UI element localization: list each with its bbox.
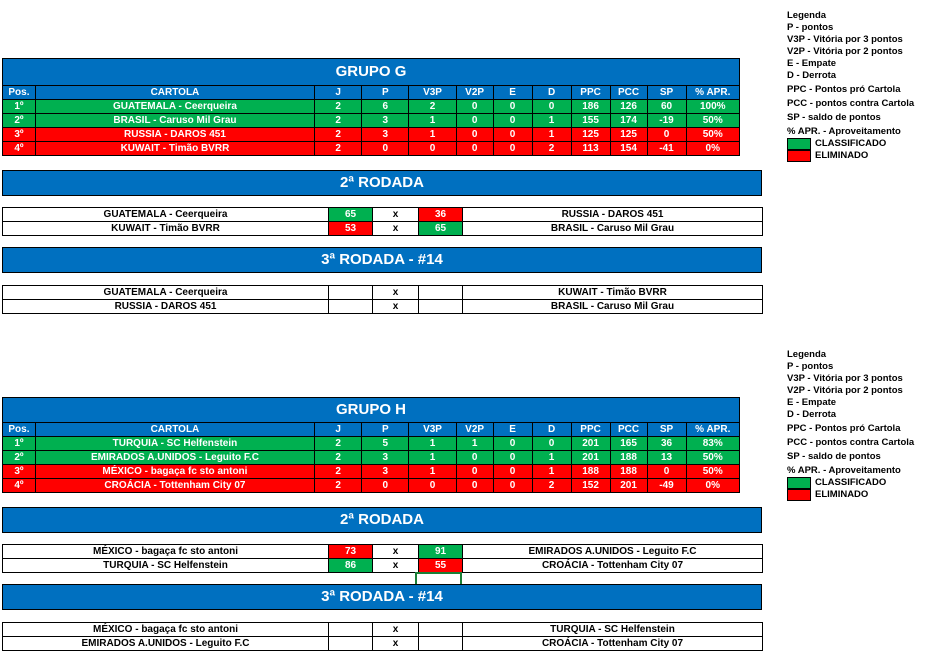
away-score[interactable]: 65 [419, 222, 463, 236]
match-row [3, 300, 763, 314]
legend-item: % APR. - Aproveitamento [787, 465, 901, 476]
away-team[interactable]: TURQUIA - SC Helfenstein [463, 623, 763, 637]
table-cell[interactable]: 2º [3, 114, 36, 128]
table-cell[interactable]: 2 [315, 451, 362, 465]
table-row [3, 437, 740, 451]
round-title: 3ª RODADA - #14 [321, 251, 443, 268]
table-row [3, 128, 740, 142]
column-header[interactable]: Pos. [3, 423, 36, 437]
away-team[interactable]: BRASIL - Caruso Mil Grau [463, 222, 763, 236]
table-cell[interactable]: -49 [647, 479, 686, 493]
table-cell[interactable]: TURQUIA - SC Helfenstein [35, 437, 314, 451]
match-row [3, 545, 763, 559]
away-team[interactable]: CROÁCIA - Tottenham City 07 [463, 559, 763, 573]
home-team[interactable]: GUATEMALA - Ceerqueira [3, 286, 329, 300]
table-cell[interactable]: BRASIL - Caruso Mil Grau [35, 114, 314, 128]
home-score[interactable] [329, 286, 373, 300]
legend-classified-label: CLASSIFICADO [815, 477, 887, 488]
table-cell[interactable]: 201 [571, 451, 610, 465]
table-cell[interactable]: 201 [610, 479, 647, 493]
table-cell[interactable]: 152 [571, 479, 610, 493]
match-row [3, 208, 763, 222]
home-score[interactable] [329, 623, 373, 637]
legend-item: PCC - pontos contra Cartola [787, 437, 915, 448]
table-row [3, 465, 740, 479]
table-cell[interactable]: 0 [456, 479, 493, 493]
round-title: 2ª RODADA [340, 511, 424, 528]
table-cell[interactable]: 3 [362, 114, 409, 128]
table-row [3, 451, 740, 465]
away-score[interactable] [419, 286, 463, 300]
column-header[interactable]: V2P [456, 423, 493, 437]
table-cell[interactable]: 6 [362, 100, 409, 114]
column-header[interactable]: PCC [610, 423, 647, 437]
table-cell[interactable]: 188 [610, 451, 647, 465]
home-score[interactable] [329, 637, 373, 651]
table-cell[interactable]: 13 [647, 451, 686, 465]
legend-item: SP - saldo de pontos [787, 451, 881, 462]
table-cell[interactable]: 2 [532, 142, 571, 156]
away-score[interactable] [419, 300, 463, 314]
column-header[interactable]: P [362, 423, 409, 437]
column-header[interactable]: D [532, 423, 571, 437]
table-cell[interactable]: 1 [532, 128, 571, 142]
table-cell[interactable]: 0% [686, 142, 739, 156]
table-cell[interactable]: 1 [532, 451, 571, 465]
table-cell[interactable]: 174 [610, 114, 647, 128]
column-header[interactable]: J [315, 423, 362, 437]
table-row [3, 100, 740, 114]
table-cell[interactable]: 1º [3, 437, 36, 451]
match-row [3, 286, 763, 300]
match-row [3, 623, 763, 637]
table-cell[interactable]: 165 [610, 437, 647, 451]
table-cell[interactable]: 1 [456, 437, 493, 451]
table-cell[interactable]: 0 [493, 437, 532, 451]
group-title: GRUPO H [335, 401, 406, 418]
legend-item: E - Empate [787, 58, 837, 69]
versus-separator[interactable]: x [373, 300, 419, 314]
away-team[interactable]: BRASIL - Caruso Mil Grau [463, 300, 763, 314]
table-cell[interactable]: 0 [456, 451, 493, 465]
column-header[interactable]: J [315, 86, 362, 100]
column-header[interactable]: V3P [409, 86, 456, 100]
table-cell[interactable]: 3º [3, 128, 36, 142]
legend-item: PCC - pontos contra Cartola [787, 98, 915, 109]
table-cell[interactable]: 3 [362, 465, 409, 479]
table-cell[interactable]: 1º [3, 100, 36, 114]
round-title-bar [2, 247, 762, 273]
column-header[interactable]: PPC [571, 423, 610, 437]
eliminated-swatch [787, 150, 811, 162]
classified-swatch [787, 138, 811, 150]
away-score[interactable]: 91 [419, 545, 463, 559]
table-row [3, 479, 740, 493]
away-team[interactable]: KUWAIT - Timão BVRR [463, 286, 763, 300]
table-cell[interactable]: 3º [3, 465, 36, 479]
column-header[interactable]: CARTOLA [35, 86, 314, 100]
round-title-bar [2, 584, 762, 610]
table-cell[interactable]: 125 [571, 128, 610, 142]
away-score[interactable] [419, 623, 463, 637]
away-score[interactable]: 55 [419, 559, 463, 573]
table-cell[interactable]: -19 [647, 114, 686, 128]
match-table [2, 622, 763, 651]
match-table [2, 285, 763, 314]
legend-title: Legenda [787, 349, 827, 360]
table-cell[interactable]: 4º [3, 142, 36, 156]
table-cell[interactable]: 188 [610, 465, 647, 479]
legend-item: V3P - Vitória por 3 pontos [787, 373, 903, 384]
standings-header-row [3, 423, 740, 437]
round-title-bar [2, 507, 762, 533]
column-header[interactable]: PCC [610, 86, 647, 100]
table-cell[interactable]: 0 [456, 100, 493, 114]
table-cell[interactable]: 0 [456, 114, 493, 128]
table-cell[interactable]: 50% [686, 114, 739, 128]
table-cell[interactable]: RUSSIA - DAROS 451 [35, 128, 314, 142]
table-cell[interactable]: EMIRADOS A.UNIDOS - Leguito F.C [35, 451, 314, 465]
table-cell[interactable]: 36 [647, 437, 686, 451]
home-score[interactable]: 86 [329, 559, 373, 573]
table-cell[interactable]: 155 [571, 114, 610, 128]
round-title: 3ª RODADA - #14 [321, 588, 443, 605]
table-cell[interactable]: 0 [456, 142, 493, 156]
table-cell[interactable]: 0 [493, 465, 532, 479]
table-cell[interactable]: 125 [610, 128, 647, 142]
table-cell[interactable]: 2 [315, 100, 362, 114]
table-cell[interactable]: MÉXICO - bagaça fc sto antoni [35, 465, 314, 479]
home-team[interactable]: GUATEMALA - Ceerqueira [3, 208, 329, 222]
table-cell[interactable]: 3 [362, 128, 409, 142]
legend-item: V3P - Vitória por 3 pontos [787, 34, 903, 45]
table-cell[interactable]: 100% [686, 100, 739, 114]
table-cell[interactable]: 2 [315, 479, 362, 493]
legend-classified-label: CLASSIFICADO [815, 138, 887, 149]
match-row [3, 559, 763, 573]
table-cell[interactable]: 0 [456, 128, 493, 142]
home-team[interactable]: MÉXICO - bagaça fc sto antoni [3, 623, 329, 637]
table-cell[interactable]: 50% [686, 451, 739, 465]
legend-key-eliminated [787, 150, 914, 162]
legend [787, 349, 914, 501]
table-cell[interactable]: 60 [647, 100, 686, 114]
table-cell[interactable]: 1 [409, 451, 456, 465]
legend-item: P - pontos [787, 361, 834, 372]
table-cell[interactable]: 1 [409, 465, 456, 479]
legend-key-eliminated [787, 489, 914, 501]
legend-key-classified [787, 138, 914, 150]
table-cell[interactable]: 2 [532, 479, 571, 493]
table-cell[interactable]: GUATEMALA - Ceerqueira [35, 100, 314, 114]
home-team[interactable]: KUWAIT - Timão BVRR [3, 222, 329, 236]
legend-item: PPC - Pontos pró Cartola [787, 84, 901, 95]
table-cell[interactable]: 0 [456, 465, 493, 479]
table-cell[interactable]: 2 [315, 437, 362, 451]
legend-title: Legenda [787, 10, 827, 21]
table-cell[interactable]: 186 [571, 100, 610, 114]
away-team[interactable]: EMIRADOS A.UNIDOS - Leguito F.C [463, 545, 763, 559]
table-cell[interactable]: 1 [409, 437, 456, 451]
group-title-bar [2, 397, 740, 423]
legend-item: PPC - Pontos pró Cartola [787, 423, 901, 434]
table-cell[interactable]: 0 [493, 451, 532, 465]
legend-item: D - Derrota [787, 409, 837, 420]
home-team[interactable]: EMIRADOS A.UNIDOS - Leguito F.C [3, 637, 329, 651]
legend-eliminated-label: ELIMINADO [815, 489, 869, 500]
table-cell[interactable]: 1 [409, 128, 456, 142]
table-cell[interactable]: 3 [362, 451, 409, 465]
legend-eliminated-label: ELIMINADO [815, 150, 869, 161]
table-cell[interactable]: 2 [409, 100, 456, 114]
away-score[interactable]: 36 [419, 208, 463, 222]
versus-separator[interactable]: x [373, 545, 419, 559]
legend-item: D - Derrota [787, 70, 837, 81]
table-cell[interactable]: 0 [362, 479, 409, 493]
table-cell[interactable]: 0 [409, 142, 456, 156]
home-team[interactable]: TURQUIA - SC Helfenstein [3, 559, 329, 573]
legend-item: V2P - Vitória por 2 pontos [787, 385, 903, 396]
table-cell[interactable]: 0 [532, 100, 571, 114]
table-cell[interactable]: 0 [647, 128, 686, 142]
group-title-bar [2, 58, 740, 86]
table-cell[interactable]: 0 [493, 100, 532, 114]
table-cell[interactable]: 0 [493, 479, 532, 493]
table-cell[interactable]: 0 [362, 142, 409, 156]
table-cell[interactable]: 0 [647, 465, 686, 479]
away-score[interactable] [419, 637, 463, 651]
versus-separator[interactable]: x [373, 559, 419, 573]
column-header[interactable]: V2P [456, 86, 493, 100]
table-cell[interactable]: 126 [610, 100, 647, 114]
column-header[interactable]: SP [647, 423, 686, 437]
eliminated-swatch [787, 489, 811, 501]
versus-separator[interactable]: x [373, 222, 419, 236]
table-cell[interactable]: 1 [532, 114, 571, 128]
away-team[interactable]: RUSSIA - DAROS 451 [463, 208, 763, 222]
table-cell[interactable]: 1 [532, 465, 571, 479]
table-cell[interactable]: 0 [493, 142, 532, 156]
table-cell[interactable]: 2 [315, 465, 362, 479]
table-cell[interactable]: 201 [571, 437, 610, 451]
versus-separator[interactable]: x [373, 286, 419, 300]
table-cell[interactable]: 4º [3, 479, 36, 493]
home-score[interactable]: 73 [329, 545, 373, 559]
table-cell[interactable]: 50% [686, 465, 739, 479]
versus-separator[interactable]: x [373, 208, 419, 222]
legend-item: P - pontos [787, 22, 834, 33]
legend [787, 10, 914, 162]
table-cell[interactable]: 0 [409, 479, 456, 493]
legend-item: SP - saldo de pontos [787, 112, 881, 123]
table-cell[interactable]: 113 [571, 142, 610, 156]
table-cell[interactable]: 188 [571, 465, 610, 479]
table-cell[interactable]: CROÁCIA - Tottenham City 07 [35, 479, 314, 493]
table-row [3, 114, 740, 128]
home-score[interactable] [329, 300, 373, 314]
round-title: 2ª RODADA [340, 174, 424, 191]
table-cell[interactable]: 5 [362, 437, 409, 451]
legend-key-classified [787, 477, 914, 489]
table-cell[interactable]: 154 [610, 142, 647, 156]
table-cell[interactable]: KUWAIT - Timão BVRR [35, 142, 314, 156]
column-header[interactable]: SP [647, 86, 686, 100]
match-table [2, 207, 763, 236]
table-cell[interactable]: 2 [315, 128, 362, 142]
home-score[interactable]: 65 [329, 208, 373, 222]
table-cell[interactable]: 1 [409, 114, 456, 128]
table-cell[interactable]: 2º [3, 451, 36, 465]
legend-item: % APR. - Aproveitamento [787, 126, 901, 137]
table-cell[interactable]: 2 [315, 114, 362, 128]
versus-separator[interactable]: x [373, 637, 419, 651]
home-score[interactable]: 53 [329, 222, 373, 236]
legend-item: V2P - Vitória por 2 pontos [787, 46, 903, 57]
table-row [3, 142, 740, 156]
group-title: GRUPO G [335, 63, 407, 80]
versus-separator[interactable]: x [373, 623, 419, 637]
column-header[interactable]: % APR. [686, 86, 739, 100]
table-cell[interactable]: -41 [647, 142, 686, 156]
column-header[interactable]: Pos. [3, 86, 36, 100]
table-cell[interactable]: 0 [493, 114, 532, 128]
home-team[interactable]: RUSSIA - DAROS 451 [3, 300, 329, 314]
match-table [2, 544, 763, 573]
classified-swatch [787, 477, 811, 489]
column-header[interactable]: P [362, 86, 409, 100]
table-cell[interactable]: 50% [686, 128, 739, 142]
column-header[interactable]: CARTOLA [35, 423, 314, 437]
standings-header-row [3, 86, 740, 100]
round-title-bar [2, 170, 762, 196]
table-cell[interactable]: 0% [686, 479, 739, 493]
standings-table [2, 422, 740, 493]
legend-item: E - Empate [787, 397, 837, 408]
match-row [3, 637, 763, 651]
column-header[interactable]: PPC [571, 86, 610, 100]
match-row [3, 222, 763, 236]
column-header[interactable]: E [493, 423, 532, 437]
away-team[interactable]: CROÁCIA - Tottenham City 07 [463, 637, 763, 651]
column-header[interactable]: % APR. [686, 423, 739, 437]
column-header[interactable]: E [493, 86, 532, 100]
table-cell[interactable]: 0 [532, 437, 571, 451]
column-header[interactable]: D [532, 86, 571, 100]
column-header[interactable]: V3P [409, 423, 456, 437]
table-cell[interactable]: 2 [315, 142, 362, 156]
standings-table [2, 85, 740, 156]
home-team[interactable]: MÉXICO - bagaça fc sto antoni [3, 545, 329, 559]
table-cell[interactable]: 0 [493, 128, 532, 142]
table-cell[interactable]: 83% [686, 437, 739, 451]
